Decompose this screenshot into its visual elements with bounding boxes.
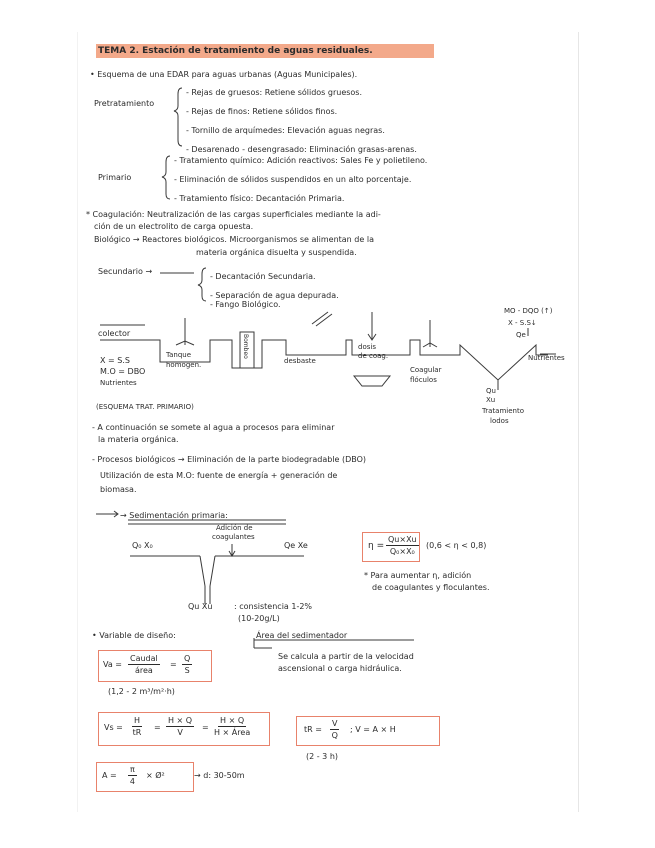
vs-eq: = <box>154 723 161 732</box>
intro-line: • Esquema de una EDAR para aguas urbanas (Aguas Municipales). <box>90 70 358 79</box>
page-title: TEMA 2. Estación de tratamiento de aguas residuales. <box>98 46 373 56</box>
primario-brace <box>162 156 170 199</box>
primario-item: - Tratamiento químico: Adición reactivos: Sales Fe y polietileno. <box>174 156 428 165</box>
sed-quxu: Qu Xu <box>188 602 213 611</box>
tr-lhs: tR = <box>304 725 322 734</box>
sed-adicion: coagulantes <box>212 533 255 541</box>
vs-den3: H × Área <box>214 728 251 737</box>
vs-den1: tR <box>132 728 142 737</box>
va-fraction2 <box>182 654 192 675</box>
eta-num: Qu×Xu <box>388 535 417 544</box>
sed-consistencia-range: (10-20g/L) <box>238 614 280 623</box>
pretratamiento-item: - Rejas de gruesos: Retiene sólidos gruesos. <box>186 88 363 97</box>
vs-den2: V <box>177 728 183 737</box>
vs-fraction1 <box>132 716 142 737</box>
va-fraction <box>128 654 160 675</box>
diagram-nutrientes-right: Nutrientes <box>528 354 565 362</box>
diagram-caption: (ESQUEMA TRAT. PRIMARIO) <box>96 403 194 411</box>
vs-num2: H × Q <box>168 716 193 725</box>
a-lhs: A = <box>102 771 117 780</box>
pretratamiento-brace <box>174 88 182 146</box>
diagram-coagular: Coagular <box>410 366 442 374</box>
sed-qexe: Qe Xe <box>284 541 308 550</box>
secundario-label: Secundario → <box>98 267 153 276</box>
va-num1: Caudal <box>130 654 158 663</box>
diseno-area-note: Se calcula a partir de la velocidad <box>278 652 414 661</box>
primario-label: Primario <box>98 173 132 182</box>
sed-consistencia: : consistencia 1-2% <box>234 602 313 611</box>
pretratamiento-item: - Tornillo de arquímedes: Elevación aguas negras. <box>186 126 385 135</box>
vs-num1: H <box>134 716 141 725</box>
diagram-coagular: flóculos <box>410 376 437 384</box>
pretratamiento-item: - Rejas de finos: Retiene sólidos finos. <box>186 107 338 116</box>
text-line: biomasa. <box>100 485 137 494</box>
diagram-x-ss: X = S.S <box>100 356 130 365</box>
diagram-qe: Qe <box>516 331 526 339</box>
vs-eq2: = <box>202 723 209 732</box>
tr-rest: ; V = A × H <box>350 725 396 734</box>
diagram-dosis: de coag. <box>358 352 389 360</box>
diagram-mo-right: MO - DQO (↑) <box>504 307 553 315</box>
diagram-mo-dbo: M.O = DBO <box>100 367 146 376</box>
vs-num3: H × Q <box>220 716 245 725</box>
text-line: - A continuación se somete al agua a procesos para eliminar <box>92 423 335 432</box>
biologico-line: materia orgánica disuelta y suspendida. <box>196 248 357 257</box>
eta-lhs: η = <box>368 541 385 551</box>
text-line: Utilización de esta M.O: fuente de energía + generación de <box>100 471 338 480</box>
vs-lhs: Vs = <box>104 723 123 732</box>
diagram-qu: Qu <box>486 387 496 395</box>
vs-fraction3 <box>214 716 250 737</box>
diagram-desbaste: desbaste <box>284 357 316 365</box>
va-lhs: Va = <box>103 660 122 669</box>
pretratamiento-label: Pretratamiento <box>94 99 155 108</box>
diagram-tratamiento-lodos: Tratamiento <box>482 407 524 415</box>
eta-note: de coagulantes y floculantes. <box>372 583 490 592</box>
sed-adicion: Adición de <box>216 524 253 532</box>
diagram-bombeo: Bombeo <box>242 334 249 359</box>
a-rest: × Ø² <box>146 771 165 780</box>
coagulacion-line: * Coagulación: Neutralización de las cargas superficiales mediante la adi- <box>86 210 381 219</box>
va-den2: S <box>184 666 190 675</box>
secundario-item: - Fango Biológico. <box>210 300 281 309</box>
eta-note: * Para aumentar η, adición <box>364 571 472 580</box>
primario-item: - Tratamiento físico: Decantación Primaria. <box>174 194 345 203</box>
tr-fraction <box>330 719 339 740</box>
primario-item: - Eliminación de sólidos suspendidos en un alto porcentaje. <box>174 175 412 184</box>
biologico-line: Biológico → Reactores biológicos. Microorganismos se alimentan de la <box>94 235 374 244</box>
eta-range: (0,6 < η < 0,8) <box>426 541 487 550</box>
diagram-tratamiento-lodos: lodos <box>490 417 509 425</box>
eta-den: Q₀×X₀ <box>389 547 415 556</box>
diseno-area-note: ascensional o carga hidráulica. <box>278 664 402 673</box>
sed-q0x0: Q₀ X₀ <box>132 541 153 550</box>
secundario-brace <box>198 268 206 301</box>
diagram-colector: colector <box>98 329 131 338</box>
secundario-item: - Decantación Secundaria. <box>210 272 316 281</box>
a-num: π <box>130 765 135 774</box>
va-range: (1,2 - 2 m³/m²·h) <box>108 687 175 696</box>
tr-den: Q <box>331 731 338 740</box>
pretratamiento-item: - Desarenado - desengrasado: Eliminación grasas-arenas. <box>186 145 417 154</box>
diagram-dosis: dosis <box>358 343 376 351</box>
vs-fraction2 <box>166 716 194 737</box>
sedimentacion-heading: → Sedimentación primaria: <box>120 511 228 520</box>
diseno-area: Área del sedimentador <box>256 631 348 640</box>
a-fraction <box>128 765 137 786</box>
a-d: → d: 30-50m <box>194 771 245 780</box>
diseno-label: • Variable de diseño: <box>92 631 176 640</box>
secundario-item: - Separación de agua depurada. <box>210 291 339 300</box>
diagram-tanque: Tanque <box>166 351 192 359</box>
diagram-nutrientes-left: Nutrientes <box>100 379 137 387</box>
text-line: la materia orgánica. <box>98 435 179 444</box>
text-line: - Procesos biológicos → Eliminación de la parte biodegradable (DBO) <box>92 455 367 464</box>
diagram-qu: Xu <box>486 396 496 404</box>
tr-num: V <box>332 719 338 728</box>
coagulacion-line: ción de un electrolito de carga opuesta. <box>94 222 254 231</box>
va-num2: Q <box>184 654 191 663</box>
va-den1: área <box>134 666 153 675</box>
diagram-tanque: homogen. <box>166 361 202 369</box>
diagram-x-right: X - S.S↓ <box>508 319 537 327</box>
eta-fraction <box>386 535 419 556</box>
tr-range: (2 - 3 h) <box>306 752 339 761</box>
va-eq: = <box>170 660 177 669</box>
a-den: 4 <box>129 777 135 786</box>
